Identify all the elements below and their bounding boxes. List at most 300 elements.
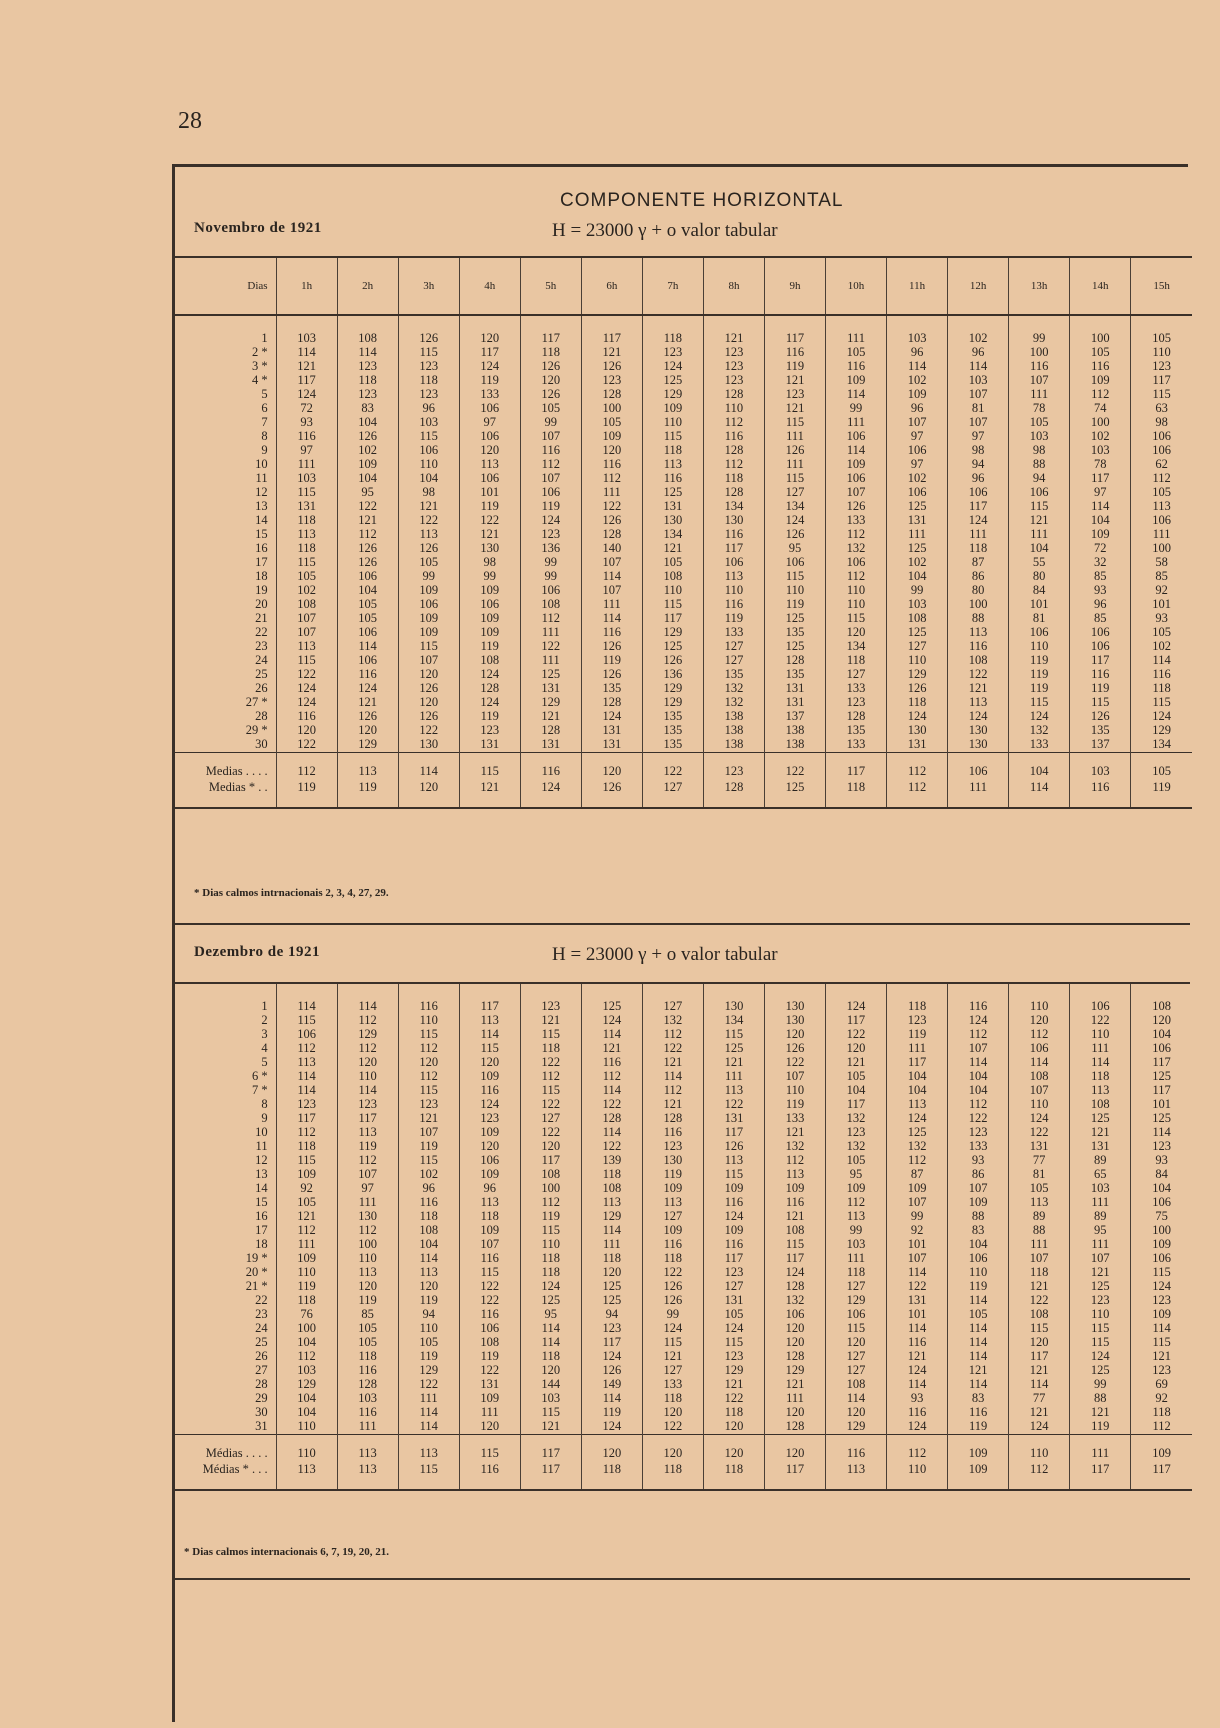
value-cell: 93	[1131, 1154, 1192, 1168]
value-cell: 89	[1070, 1154, 1131, 1168]
value-cell: 122	[887, 1280, 948, 1294]
value-cell: 114	[276, 346, 337, 360]
value-cell: 99	[520, 570, 581, 584]
value-cell: 106	[703, 556, 764, 570]
value-cell: 112	[398, 1042, 459, 1056]
value-cell: 105	[826, 1070, 887, 1084]
value-cell: 94	[948, 458, 1009, 472]
value-cell: 113	[948, 626, 1009, 640]
value-cell: 122	[826, 1028, 887, 1042]
value-cell: 121	[581, 1042, 642, 1056]
table-row	[174, 570, 1192, 584]
value-cell: 105	[948, 1308, 1009, 1322]
value-cell: 105	[1131, 486, 1192, 500]
day-cell: 15	[255, 1196, 268, 1210]
value-cell: 135	[642, 724, 703, 738]
value-cell: 112	[826, 570, 887, 584]
value-cell: 111	[887, 528, 948, 542]
day-cell: 5	[261, 388, 268, 402]
value-cell: 122	[764, 1056, 825, 1070]
value-cell: 130	[948, 738, 1009, 753]
mean-cell: 109	[948, 1461, 1009, 1477]
mean-cell: 111	[1070, 1435, 1131, 1462]
value-cell: 117	[520, 315, 581, 346]
mean-cell: 113	[337, 1461, 398, 1477]
value-cell: 115	[703, 1168, 764, 1182]
value-cell: 105	[337, 612, 398, 626]
value-cell: 111	[764, 458, 825, 472]
value-cell: 136	[642, 668, 703, 682]
value-cell: 128	[764, 1420, 825, 1435]
value-cell: 127	[520, 1112, 581, 1126]
value-cell: 98	[1131, 416, 1192, 430]
value-cell: 122	[703, 1392, 764, 1406]
value-cell: 123	[764, 388, 825, 402]
rule-cell	[642, 795, 703, 808]
table-row	[174, 1294, 1192, 1308]
value-cell: 118	[459, 1210, 520, 1224]
value-cell: 103	[826, 1238, 887, 1252]
value-cell: 112	[764, 1154, 825, 1168]
value-cell: 114	[1070, 500, 1131, 514]
value-cell: 116	[703, 598, 764, 612]
value-cell: 111	[520, 654, 581, 668]
value-cell: 111	[337, 1420, 398, 1435]
value-cell: 88	[1070, 1392, 1131, 1406]
value-cell: 124	[887, 1364, 948, 1378]
value-cell: 133	[826, 682, 887, 696]
value-cell: 133	[826, 514, 887, 528]
value-cell: 125	[703, 1042, 764, 1056]
value-cell: 124	[826, 984, 887, 1014]
value-cell: 106	[459, 1154, 520, 1168]
value-cell: 134	[1131, 738, 1192, 753]
mean-cell: 123	[703, 753, 764, 780]
value-cell: 105	[581, 416, 642, 430]
value-cell: 121	[337, 514, 398, 528]
table-bottom-rule	[174, 1477, 1192, 1490]
value-cell: 121	[764, 402, 825, 416]
value-cell: 78	[1009, 402, 1070, 416]
mean-cell: 119	[1131, 779, 1192, 795]
day-cell: 12	[255, 486, 268, 500]
value-cell: 116	[1131, 668, 1192, 682]
value-cell: 97	[948, 430, 1009, 444]
value-cell: 119	[520, 1210, 581, 1224]
day-cell: 30	[255, 1406, 268, 1420]
value-cell: 123	[703, 374, 764, 388]
rule-cell	[1131, 1477, 1192, 1490]
value-cell: 103	[398, 416, 459, 430]
value-cell: 81	[1009, 1168, 1070, 1182]
table-row	[174, 458, 1192, 472]
value-cell: 115	[276, 1154, 337, 1168]
value-cell: 105	[337, 1322, 398, 1336]
table-row	[174, 528, 1192, 542]
value-cell: 117	[276, 1112, 337, 1126]
value-cell: 105	[826, 1154, 887, 1168]
day-cell: 16	[255, 1210, 268, 1224]
day-cell: 22	[255, 626, 268, 640]
value-cell: 123	[887, 1014, 948, 1028]
day-cell: 14	[255, 514, 268, 528]
rule-cell	[581, 1477, 642, 1490]
table-bottom-rule	[174, 795, 1192, 808]
value-cell: 106	[764, 1308, 825, 1322]
value-cell: 123	[337, 388, 398, 402]
value-cell: 133	[826, 738, 887, 753]
value-cell: 129	[520, 696, 581, 710]
value-cell: 123	[398, 388, 459, 402]
table-row	[174, 584, 1192, 598]
value-cell: 117	[520, 1154, 581, 1168]
value-cell: 108	[520, 1168, 581, 1182]
value-cell: 118	[581, 1252, 642, 1266]
value-cell: 113	[276, 1056, 337, 1070]
value-cell: 105	[337, 1336, 398, 1350]
value-cell: 107	[581, 556, 642, 570]
value-cell: 112	[826, 1196, 887, 1210]
value-cell: 107	[1009, 374, 1070, 388]
value-cell: 120	[826, 1406, 887, 1420]
value-cell: 126	[581, 360, 642, 374]
value-cell: 129	[1131, 724, 1192, 738]
value-cell: 118	[1131, 1406, 1192, 1420]
value-cell: 108	[642, 570, 703, 584]
value-cell: 105	[1009, 1182, 1070, 1196]
value-cell: 107	[337, 1168, 398, 1182]
value-cell: 100	[520, 1182, 581, 1196]
value-cell: 112	[276, 1350, 337, 1364]
value-cell: 130	[764, 1014, 825, 1028]
mean-cell: 109	[948, 1435, 1009, 1462]
day-cell: 7 *	[251, 1084, 268, 1098]
value-cell: 120	[520, 1140, 581, 1154]
value-cell: 94	[398, 1308, 459, 1322]
value-cell: 108	[1070, 1098, 1131, 1112]
value-cell: 116	[887, 1406, 948, 1420]
value-cell: 95	[826, 1168, 887, 1182]
table-row	[174, 500, 1192, 514]
value-cell: 126	[642, 654, 703, 668]
value-cell: 107	[1070, 1252, 1131, 1266]
value-cell: 113	[337, 1126, 398, 1140]
value-cell: 115	[520, 1084, 581, 1098]
table-row	[174, 374, 1192, 388]
day-cell: 23	[255, 1308, 268, 1322]
value-cell: 133	[764, 1112, 825, 1126]
value-cell: 125	[887, 626, 948, 640]
value-cell: 118	[276, 1294, 337, 1308]
value-cell: 106	[459, 430, 520, 444]
day-cell: 8	[261, 430, 268, 444]
value-cell: 96	[948, 346, 1009, 360]
value-cell: 131	[887, 738, 948, 753]
value-cell: 131	[581, 724, 642, 738]
value-cell: 138	[703, 738, 764, 753]
value-cell: 117	[764, 315, 825, 346]
rule-cell	[1009, 1477, 1070, 1490]
value-cell: 96	[1070, 598, 1131, 612]
value-cell: 101	[887, 1238, 948, 1252]
value-cell: 117	[642, 612, 703, 626]
value-cell: 124	[1131, 1280, 1192, 1294]
value-cell: 122	[703, 1098, 764, 1112]
value-cell: 114	[581, 1392, 642, 1406]
value-cell: 125	[520, 1294, 581, 1308]
value-cell: 107	[948, 1182, 1009, 1196]
day-cell: 22	[255, 1294, 268, 1308]
value-cell: 111	[520, 626, 581, 640]
value-cell: 98	[459, 556, 520, 570]
value-cell: 126	[581, 514, 642, 528]
value-cell: 106	[826, 430, 887, 444]
value-cell: 127	[703, 654, 764, 668]
day-cell: 20	[255, 598, 268, 612]
value-cell: 119	[1009, 654, 1070, 668]
mean-cell: 117	[1070, 1461, 1131, 1477]
value-cell: 115	[1131, 1336, 1192, 1350]
value-cell: 112	[1009, 1028, 1070, 1042]
day-cell: 10	[255, 1126, 268, 1140]
value-cell: 131	[459, 1378, 520, 1392]
rule-cell	[703, 1477, 764, 1490]
value-cell: 114	[948, 1350, 1009, 1364]
value-cell: 124	[642, 360, 703, 374]
value-cell: 129	[826, 1420, 887, 1435]
value-cell: 119	[764, 598, 825, 612]
value-cell: 121	[459, 528, 520, 542]
value-cell: 112	[276, 1042, 337, 1056]
value-cell: 118	[642, 315, 703, 346]
value-cell: 114	[337, 640, 398, 654]
value-cell: 107	[887, 1196, 948, 1210]
value-cell: 116	[581, 626, 642, 640]
value-cell: 117	[948, 500, 1009, 514]
day-cell: 6	[261, 402, 268, 416]
value-cell: 124	[948, 710, 1009, 724]
value-cell: 80	[1009, 570, 1070, 584]
value-cell: 132	[764, 1294, 825, 1308]
value-cell: 131	[1009, 1140, 1070, 1154]
value-cell: 81	[1009, 612, 1070, 626]
value-cell: 111	[1070, 1042, 1131, 1056]
value-cell: 109	[642, 402, 703, 416]
value-cell: 122	[642, 1420, 703, 1435]
value-cell: 85	[1131, 570, 1192, 584]
mean-cell: 115	[459, 1435, 520, 1462]
day-cell: 3	[261, 1028, 268, 1042]
value-cell: 121	[764, 1126, 825, 1140]
value-cell: 123	[337, 1098, 398, 1112]
value-cell: 121	[276, 360, 337, 374]
value-cell: 122	[1070, 1014, 1131, 1028]
value-cell: 110	[642, 416, 703, 430]
value-cell: 105	[642, 556, 703, 570]
december-title: Dezembro de 1921	[194, 944, 321, 960]
value-cell: 116	[642, 1238, 703, 1252]
value-cell: 124	[581, 1420, 642, 1435]
value-cell: 119	[764, 360, 825, 374]
value-cell: 117	[703, 542, 764, 556]
value-cell: 126	[581, 640, 642, 654]
value-cell: 88	[1009, 458, 1070, 472]
rule-cell	[826, 1477, 887, 1490]
day-cell: 31	[255, 1420, 268, 1434]
days-header: Dias	[174, 257, 276, 315]
value-cell: 115	[398, 430, 459, 444]
hour-header: 7h	[642, 257, 703, 315]
value-cell: 106	[459, 598, 520, 612]
value-cell: 106	[1131, 514, 1192, 528]
value-cell: 124	[276, 388, 337, 402]
value-cell: 110	[398, 1322, 459, 1336]
value-cell: 65	[1070, 1168, 1131, 1182]
value-cell: 108	[337, 315, 398, 346]
value-cell: 126	[642, 1294, 703, 1308]
table-row	[174, 1252, 1192, 1266]
value-cell: 116	[642, 472, 703, 486]
day-cell: 4 *	[251, 374, 268, 388]
value-cell: 94	[1009, 472, 1070, 486]
value-cell: 132	[826, 542, 887, 556]
value-cell: 111	[1131, 528, 1192, 542]
value-cell: 100	[1070, 416, 1131, 430]
value-cell: 127	[826, 1350, 887, 1364]
value-cell: 107	[276, 612, 337, 626]
day-cell: 6 *	[251, 1070, 268, 1084]
rule-cell	[642, 1477, 703, 1490]
value-cell: 101	[1131, 598, 1192, 612]
value-cell: 112	[1070, 388, 1131, 402]
value-cell: 99	[1009, 315, 1070, 346]
value-cell: 109	[581, 430, 642, 444]
value-cell: 106	[1070, 626, 1131, 640]
november-footnote: * Dias calmos intrnacionais 2, 3, 4, 27, 29.	[194, 887, 389, 899]
mean-cell: 103	[1070, 753, 1131, 780]
value-cell: 111	[1009, 528, 1070, 542]
value-cell: 97	[337, 1182, 398, 1196]
value-cell: 120	[459, 444, 520, 458]
mean-cell: 122	[764, 753, 825, 780]
value-cell: 116	[764, 346, 825, 360]
value-cell: 105	[398, 1336, 459, 1350]
value-cell: 106	[1131, 1252, 1192, 1266]
value-cell: 103	[276, 472, 337, 486]
value-cell: 115	[276, 654, 337, 668]
value-cell: 114	[948, 1322, 1009, 1336]
value-cell: 116	[581, 458, 642, 472]
value-cell: 107	[398, 654, 459, 668]
value-cell: 131	[459, 738, 520, 753]
value-cell: 124	[520, 514, 581, 528]
value-cell: 122	[276, 738, 337, 753]
value-cell: 129	[581, 1210, 642, 1224]
value-cell: 99	[459, 570, 520, 584]
value-cell: 101	[887, 1308, 948, 1322]
value-cell: 116	[398, 984, 459, 1014]
value-cell: 96	[459, 1182, 520, 1196]
value-cell: 125	[642, 640, 703, 654]
value-cell: 100	[581, 402, 642, 416]
value-cell: 128	[703, 486, 764, 500]
table-row	[174, 640, 1192, 654]
value-cell: 118	[887, 984, 948, 1014]
hour-header: 12h	[948, 257, 1009, 315]
day-cell: 7	[261, 416, 268, 430]
value-cell: 119	[948, 1280, 1009, 1294]
value-cell: 115	[642, 598, 703, 612]
mean-cell: 114	[398, 753, 459, 780]
value-cell: 104	[276, 1392, 337, 1406]
value-cell: 98	[1009, 444, 1070, 458]
table-row	[174, 1154, 1192, 1168]
mean-cell: 113	[337, 1435, 398, 1462]
value-cell: 63	[1131, 402, 1192, 416]
value-cell: 108	[764, 1224, 825, 1238]
value-cell: 115	[276, 556, 337, 570]
value-cell: 120	[337, 724, 398, 738]
value-cell: 127	[826, 1364, 887, 1378]
value-cell: 122	[520, 1126, 581, 1140]
value-cell: 122	[1009, 1126, 1070, 1140]
value-cell: 116	[703, 528, 764, 542]
rule-cell	[764, 795, 825, 808]
value-cell: 109	[398, 584, 459, 598]
day-cell: 3 *	[251, 360, 268, 374]
value-cell: 111	[703, 1070, 764, 1084]
value-cell: 110	[826, 584, 887, 598]
value-cell: 83	[337, 402, 398, 416]
value-cell: 128	[764, 1350, 825, 1364]
value-cell: 100	[337, 1238, 398, 1252]
value-cell: 140	[581, 542, 642, 556]
value-cell: 106	[826, 556, 887, 570]
value-cell: 122	[642, 1266, 703, 1280]
value-cell: 127	[642, 1364, 703, 1378]
value-cell: 69	[1131, 1378, 1192, 1392]
table-row	[174, 472, 1192, 486]
value-cell: 115	[459, 1042, 520, 1056]
value-cell: 76	[276, 1308, 337, 1322]
mean-cell: 105	[1131, 753, 1192, 780]
day-cell: 4	[261, 1042, 268, 1056]
value-cell: 118	[276, 514, 337, 528]
value-cell: 115	[398, 1084, 459, 1098]
value-cell: 112	[948, 1098, 1009, 1112]
value-cell: 126	[1070, 710, 1131, 724]
value-cell: 126	[887, 682, 948, 696]
value-cell: 109	[826, 374, 887, 388]
value-cell: 121	[1009, 1364, 1070, 1378]
value-cell: 109	[1070, 528, 1131, 542]
table-frame-top	[172, 164, 1188, 167]
value-cell: 131	[520, 738, 581, 753]
value-cell: 115	[1070, 1322, 1131, 1336]
value-cell: 112	[1131, 1420, 1192, 1435]
value-cell: 134	[642, 528, 703, 542]
value-cell: 118	[948, 542, 1009, 556]
table-row	[174, 1210, 1192, 1224]
value-cell: 121	[337, 696, 398, 710]
value-cell: 83	[948, 1392, 1009, 1406]
value-cell: 121	[826, 1056, 887, 1070]
value-cell: 110	[887, 654, 948, 668]
value-cell: 117	[1131, 1056, 1192, 1070]
value-cell: 118	[642, 444, 703, 458]
value-cell: 115	[764, 570, 825, 584]
hour-header: 5h	[520, 257, 581, 315]
